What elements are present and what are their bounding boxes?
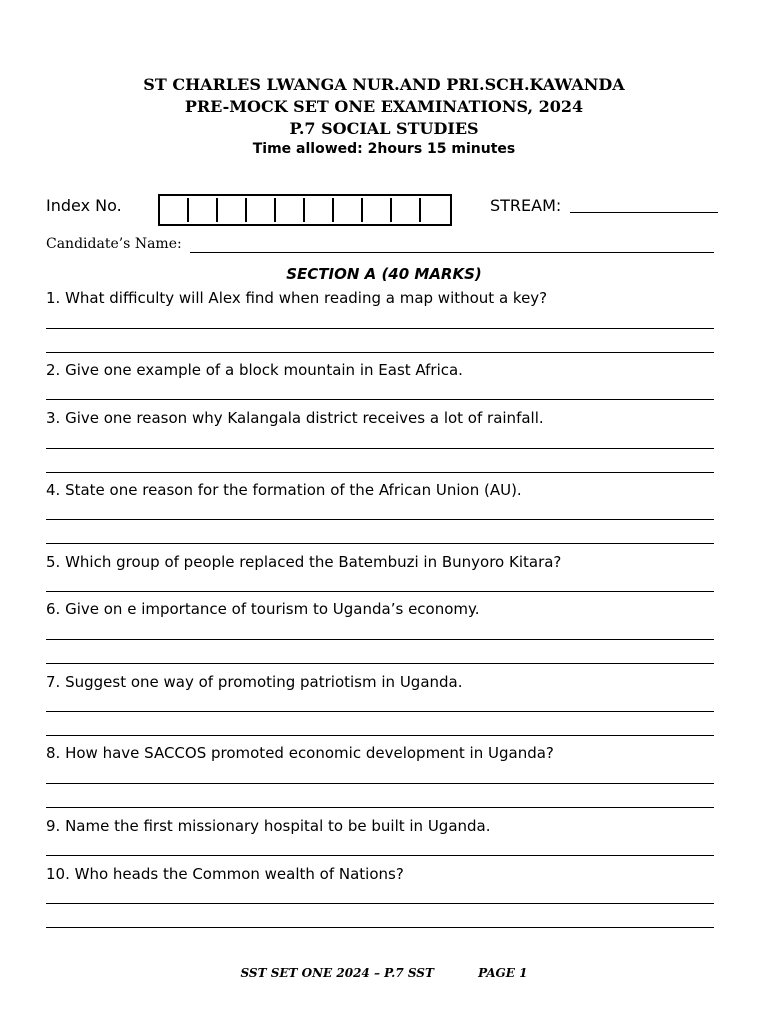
footer-reference: SST SET ONE 2024 – P.7 SST [240,966,434,980]
question-1: 1. What difficulty will Alex find when reading a map without a key? [46,289,548,307]
index-number-boxes[interactable] [158,194,452,226]
answer-line[interactable] [46,735,714,736]
answer-line[interactable] [46,543,714,544]
index-box[interactable] [249,198,276,222]
answer-line[interactable] [46,328,714,329]
question-10: 10. Who heads the Common wealth of Nations? [46,865,404,883]
question-7: 7. Suggest one way of promoting patriotism in Uganda. [46,673,463,691]
answer-line[interactable] [46,855,714,856]
index-box[interactable] [423,198,450,222]
index-box[interactable] [307,198,334,222]
time-allowed: Time allowed: 2hours 15 minutes [252,141,516,157]
candidate-name-line[interactable] [190,252,714,253]
index-box[interactable] [162,198,189,222]
index-box[interactable] [394,198,421,222]
answer-line[interactable] [46,448,714,449]
question-9: 9. Name the first missionary hospital to be built in Uganda. [46,817,491,835]
question-6: 6. Give on e importance of tourism to Uganda’s economy. [46,600,480,618]
candidate-name-label: Candidate’s Name: [46,236,182,252]
answer-line[interactable] [46,783,714,784]
index-box[interactable] [220,198,247,222]
question-4: 4. State one reason for the formation of the African Union (AU). [46,481,522,499]
answer-line[interactable] [46,352,714,353]
exam-header [0,74,768,158]
stream-label: STREAM: [490,196,562,215]
answer-line[interactable] [46,472,714,473]
answer-line[interactable] [46,591,714,592]
question-8: 8. How have SACCOS promoted economic development in Uganda? [46,744,554,762]
answer-line[interactable] [46,903,714,904]
answer-line[interactable] [46,927,714,928]
index-box[interactable] [191,198,218,222]
question-3: 3. Give one reason why Kalangala district receives a lot of rainfall. [46,409,544,427]
section-title: SECTION A (40 MARKS) [286,265,482,283]
page-footer [0,966,768,980]
answer-line[interactable] [46,639,714,640]
school-name: ST CHARLES LWANGA NUR.AND PRI.SCH.KAWANDA [143,75,625,94]
answer-line[interactable] [46,663,714,664]
subject-title: P.7 SOCIAL STUDIES [289,119,479,138]
index-number-label: Index No. [46,196,122,215]
answer-line[interactable] [46,399,714,400]
page-number: PAGE 1 [478,966,528,980]
exam-title: PRE-MOCK SET ONE EXAMINATIONS, 2024 [184,97,584,116]
index-box[interactable] [278,198,305,222]
answer-line[interactable] [46,807,714,808]
question-5: 5. Which group of people replaced the Batembuzi in Bunyoro Kitara? [46,553,562,571]
answer-line[interactable] [46,711,714,712]
index-box[interactable] [365,198,392,222]
index-box[interactable] [336,198,363,222]
stream-answer-line[interactable] [570,212,718,213]
question-2: 2. Give one example of a block mountain in East Africa. [46,361,463,379]
answer-line[interactable] [46,519,714,520]
